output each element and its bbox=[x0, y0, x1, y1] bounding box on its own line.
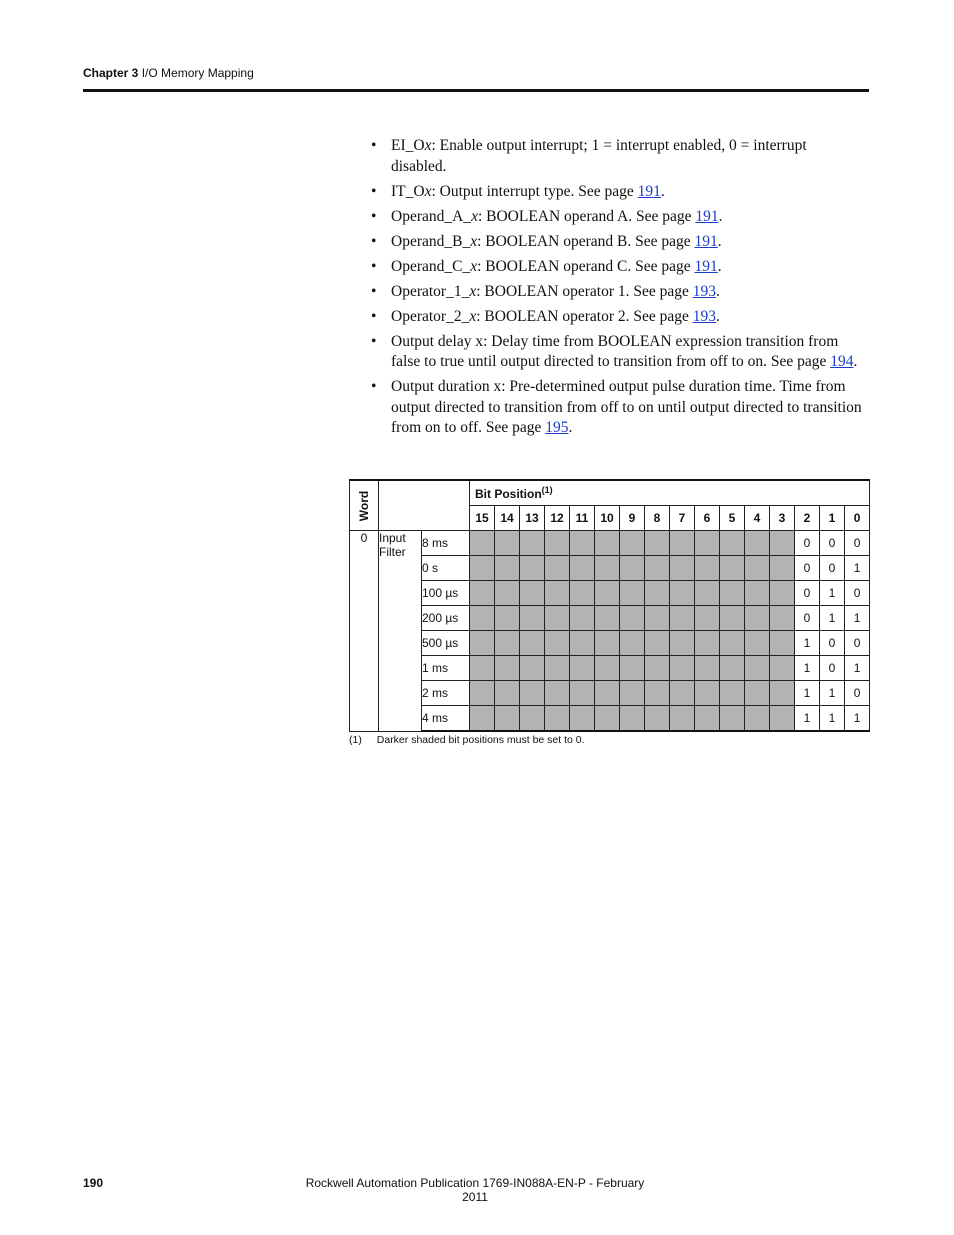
bit-number-header: 6 bbox=[695, 506, 720, 531]
shaded-bit-cell bbox=[695, 581, 720, 606]
table-row bbox=[350, 656, 870, 681]
bit-value-cell: 0 bbox=[845, 581, 870, 606]
bit-value-cell: 0 bbox=[820, 631, 845, 656]
shaded-bit-cell bbox=[720, 556, 745, 581]
shaded-bit-cell bbox=[595, 581, 620, 606]
shaded-bit-cell bbox=[470, 531, 495, 556]
bit-value-cell: 1 bbox=[845, 706, 870, 732]
bit-number-header: 1 bbox=[820, 506, 845, 531]
bullet-end: . bbox=[660, 182, 665, 200]
bit-value-cell: 0 bbox=[795, 556, 820, 581]
shaded-bit-cell bbox=[745, 681, 770, 706]
bit-value-cell: 0 bbox=[795, 531, 820, 556]
shaded-bit-cell bbox=[770, 581, 795, 606]
bullet-variable: x bbox=[470, 232, 478, 250]
bit-number-header: 4 bbox=[745, 506, 770, 531]
bullet-variable: x bbox=[424, 137, 432, 154]
shaded-bit-cell bbox=[595, 631, 620, 656]
shaded-bit-cell bbox=[495, 531, 520, 556]
bit-value-cell: 1 bbox=[820, 706, 845, 732]
shaded-bit-cell bbox=[720, 706, 745, 732]
shaded-bit-cell bbox=[495, 606, 520, 631]
page-link[interactable]: 191 bbox=[694, 257, 718, 275]
shaded-bit-cell bbox=[645, 631, 670, 656]
bullet-text: : BOOLEAN operand B. See page bbox=[477, 232, 695, 250]
bit-number-header: 11 bbox=[570, 506, 595, 531]
page-link[interactable]: 191 bbox=[694, 232, 718, 250]
shaded-bit-cell bbox=[545, 606, 570, 631]
bit-value-cell: 1 bbox=[845, 556, 870, 581]
bullet-end: . bbox=[568, 419, 573, 436]
shaded-bit-cell bbox=[595, 556, 620, 581]
bit-value-cell: 1 bbox=[845, 606, 870, 631]
shaded-bit-cell bbox=[720, 606, 745, 631]
shaded-bit-cell bbox=[670, 556, 695, 581]
shaded-bit-cell bbox=[670, 656, 695, 681]
bullet-end: . bbox=[717, 257, 722, 275]
shaded-bit-cell bbox=[570, 706, 595, 732]
shaded-bit-cell bbox=[570, 606, 595, 631]
bullet-end: . bbox=[716, 282, 720, 300]
option-column-header bbox=[422, 480, 470, 531]
bullet-term: Operand_C_ bbox=[391, 257, 471, 275]
bit-value-cell: 1 bbox=[795, 631, 820, 656]
shaded-bit-cell bbox=[670, 631, 695, 656]
bullet-text: : BOOLEAN operator 1. See page bbox=[476, 282, 693, 300]
shaded-bit-cell bbox=[745, 531, 770, 556]
bit-value-cell: 0 bbox=[845, 631, 870, 656]
bit-value-cell: 1 bbox=[820, 606, 845, 631]
bullet-item bbox=[371, 207, 866, 228]
bullet-text: : Pre-determined output pulse duration time. Time from output directed to transition from off to on until output directed to transition from on to off. See page bbox=[391, 378, 862, 436]
shaded-bit-cell bbox=[645, 581, 670, 606]
shaded-bit-cell bbox=[520, 531, 545, 556]
bullet-item bbox=[371, 377, 866, 439]
table-row bbox=[350, 581, 870, 606]
shaded-bit-cell bbox=[620, 556, 645, 581]
bit-position-header: Bit Position$^{(1)}$ bbox=[470, 480, 870, 506]
bullet-end: . bbox=[718, 207, 723, 225]
running-header bbox=[83, 66, 254, 80]
shaded-bit-cell bbox=[545, 631, 570, 656]
bit-number-header: 5 bbox=[720, 506, 745, 531]
shaded-bit-cell bbox=[470, 606, 495, 631]
table-footnote bbox=[349, 734, 585, 746]
shaded-bit-cell bbox=[495, 556, 520, 581]
shaded-bit-cell bbox=[695, 631, 720, 656]
shaded-bit-cell bbox=[695, 531, 720, 556]
bullet-item bbox=[371, 136, 866, 177]
shaded-bit-cell bbox=[595, 606, 620, 631]
bullet-text: : Output interrupt type. See page bbox=[431, 182, 638, 200]
shaded-bit-cell bbox=[495, 631, 520, 656]
shaded-bit-cell bbox=[545, 556, 570, 581]
shaded-bit-cell bbox=[745, 606, 770, 631]
chapter-title: I/O Memory Mapping bbox=[141, 66, 254, 80]
shaded-bit-cell bbox=[620, 656, 645, 681]
page-link[interactable]: 191 bbox=[637, 182, 661, 200]
table-row bbox=[350, 531, 870, 556]
bullet-term: Output duration x bbox=[391, 378, 502, 395]
bit-number-header: 10 bbox=[595, 506, 620, 531]
word-value: 0 bbox=[350, 531, 379, 732]
table-row bbox=[350, 556, 870, 581]
shaded-bit-cell bbox=[720, 656, 745, 681]
filter-option: 1 ms bbox=[422, 656, 470, 681]
table-row bbox=[350, 706, 870, 732]
filter-option: 200 µs bbox=[422, 606, 470, 631]
shaded-bit-cell bbox=[645, 706, 670, 732]
bullet-item bbox=[371, 257, 866, 278]
shaded-bit-cell bbox=[620, 706, 645, 732]
bullet-item bbox=[371, 307, 866, 328]
shaded-bit-cell bbox=[620, 606, 645, 631]
shaded-bit-cell bbox=[595, 681, 620, 706]
bit-value-cell: 0 bbox=[845, 681, 870, 706]
shaded-bit-cell bbox=[545, 681, 570, 706]
shaded-bit-cell bbox=[545, 706, 570, 732]
bit-value-cell: 0 bbox=[820, 531, 845, 556]
bullet-term: Operand_A_ bbox=[391, 207, 472, 225]
bit-number-header: 12 bbox=[545, 506, 570, 531]
bullet-variable: x bbox=[424, 182, 432, 200]
bullet-text: : BOOLEAN operator 2. See page bbox=[476, 307, 693, 325]
publication-info: Rockwell Automation Publication 1769-IN088A-EN-P - February 2011 bbox=[305, 1176, 645, 1204]
filter-option: 0 s bbox=[422, 556, 470, 581]
bit-value-cell: 1 bbox=[795, 681, 820, 706]
setting-column-header bbox=[379, 480, 422, 531]
shaded-bit-cell bbox=[695, 706, 720, 732]
shaded-bit-cell bbox=[495, 581, 520, 606]
bit-number-header: 14 bbox=[495, 506, 520, 531]
shaded-bit-cell bbox=[695, 656, 720, 681]
shaded-bit-cell bbox=[770, 656, 795, 681]
bullet-text: : Delay time from BOOLEAN expression transition from false to true until output directed to transition from off to on. See page bbox=[391, 332, 839, 370]
bit-number-header: 7 bbox=[670, 506, 695, 531]
shaded-bit-cell bbox=[520, 556, 545, 581]
bullet-variable: x bbox=[471, 207, 478, 225]
shaded-bit-cell bbox=[520, 581, 545, 606]
bit-value-cell: 0 bbox=[795, 606, 820, 631]
setting-label: Input Filter bbox=[379, 531, 422, 732]
bit-value-cell: 0 bbox=[795, 581, 820, 606]
shaded-bit-cell bbox=[495, 656, 520, 681]
shaded-bit-cell bbox=[745, 706, 770, 732]
bullet-end: . bbox=[716, 307, 720, 325]
page-link[interactable]: 194 bbox=[830, 353, 854, 370]
shaded-bit-cell bbox=[745, 656, 770, 681]
page-link[interactable]: 193 bbox=[692, 307, 716, 325]
shaded-bit-cell bbox=[570, 531, 595, 556]
shaded-bit-cell bbox=[470, 706, 495, 732]
bullet-end: . bbox=[717, 232, 722, 250]
bit-value-cell: 0 bbox=[820, 556, 845, 581]
table-row bbox=[350, 631, 870, 656]
shaded-bit-cell bbox=[695, 556, 720, 581]
bit-number-header: 8 bbox=[645, 506, 670, 531]
bullet-text: : BOOLEAN operand A. See page bbox=[477, 207, 696, 225]
bit-number-header: 9 bbox=[620, 506, 645, 531]
shaded-bit-cell bbox=[545, 581, 570, 606]
bit-number-header: 2 bbox=[795, 506, 820, 531]
bullet-term: Operator_2_ bbox=[391, 307, 470, 325]
shaded-bit-cell bbox=[495, 706, 520, 732]
bit-number-header: 3 bbox=[770, 506, 795, 531]
shaded-bit-cell bbox=[720, 631, 745, 656]
bullet-variable: x bbox=[469, 307, 477, 325]
bullet-term: EI_O bbox=[391, 137, 425, 154]
shaded-bit-cell bbox=[770, 706, 795, 732]
shaded-bit-cell bbox=[520, 606, 545, 631]
bullet-term: IT_O bbox=[391, 182, 425, 200]
shaded-bit-cell bbox=[670, 606, 695, 631]
filter-option: 8 ms bbox=[422, 531, 470, 556]
shaded-bit-cell bbox=[470, 581, 495, 606]
shaded-bit-cell bbox=[670, 681, 695, 706]
bullet-variable: x bbox=[469, 282, 477, 300]
shaded-bit-cell bbox=[520, 631, 545, 656]
shaded-bit-cell bbox=[595, 531, 620, 556]
shaded-bit-cell bbox=[520, 681, 545, 706]
bit-value-cell: 1 bbox=[795, 656, 820, 681]
bit-value-cell: 1 bbox=[820, 681, 845, 706]
shaded-bit-cell bbox=[670, 581, 695, 606]
shaded-bit-cell bbox=[620, 681, 645, 706]
word-column-header: Word bbox=[350, 480, 379, 531]
footnote-number: (1) bbox=[349, 734, 362, 746]
footnote-text: Darker shaded bit positions must be set to 0. bbox=[376, 734, 585, 746]
bullet-term: Operand_B_ bbox=[391, 232, 471, 250]
shaded-bit-cell bbox=[470, 681, 495, 706]
shaded-bit-cell bbox=[520, 706, 545, 732]
shaded-bit-cell bbox=[570, 681, 595, 706]
shaded-bit-cell bbox=[670, 531, 695, 556]
bit-value-cell: 1 bbox=[795, 706, 820, 732]
shaded-bit-cell bbox=[720, 681, 745, 706]
page-number: 190 bbox=[83, 1176, 104, 1190]
shaded-bit-cell bbox=[570, 631, 595, 656]
filter-option: 4 ms bbox=[422, 706, 470, 732]
shaded-bit-cell bbox=[470, 631, 495, 656]
shaded-bit-cell bbox=[670, 706, 695, 732]
filter-option: 500 µs bbox=[422, 631, 470, 656]
bit-value-cell: 1 bbox=[845, 656, 870, 681]
shaded-bit-cell bbox=[620, 631, 645, 656]
bullet-term: Operator_1_ bbox=[391, 282, 470, 300]
bit-number-header: 13 bbox=[520, 506, 545, 531]
shaded-bit-cell bbox=[570, 656, 595, 681]
shaded-bit-cell bbox=[645, 606, 670, 631]
shaded-bit-cell bbox=[695, 606, 720, 631]
bullet-term: Output delay x bbox=[391, 332, 484, 350]
shaded-bit-cell bbox=[645, 531, 670, 556]
shaded-bit-cell bbox=[770, 531, 795, 556]
page-link[interactable]: 191 bbox=[695, 207, 719, 225]
shaded-bit-cell bbox=[520, 656, 545, 681]
bullet-list bbox=[371, 136, 866, 443]
page-link[interactable]: 195 bbox=[545, 419, 569, 436]
shaded-bit-cell bbox=[720, 581, 745, 606]
shaded-bit-cell bbox=[620, 581, 645, 606]
shaded-bit-cell bbox=[745, 631, 770, 656]
shaded-bit-cell bbox=[770, 631, 795, 656]
shaded-bit-cell bbox=[745, 581, 770, 606]
shaded-bit-cell bbox=[720, 531, 745, 556]
bit-number-header: 0 bbox=[845, 506, 870, 531]
shaded-bit-cell bbox=[595, 656, 620, 681]
shaded-bit-cell bbox=[620, 531, 645, 556]
shaded-bit-cell bbox=[770, 556, 795, 581]
bullet-item bbox=[371, 332, 866, 373]
shaded-bit-cell bbox=[595, 706, 620, 732]
bit-value-cell: 0 bbox=[845, 531, 870, 556]
table-row bbox=[350, 681, 870, 706]
page-link[interactable]: 193 bbox=[692, 282, 716, 300]
filter-option: 100 µs bbox=[422, 581, 470, 606]
shaded-bit-cell bbox=[570, 581, 595, 606]
shaded-bit-cell bbox=[745, 556, 770, 581]
bullet-text: : Enable output interrupt; 1 = interrupt enabled, 0 = interrupt disabled. bbox=[391, 137, 807, 175]
shaded-bit-cell bbox=[470, 556, 495, 581]
shaded-bit-cell bbox=[645, 556, 670, 581]
bullet-item bbox=[371, 182, 866, 203]
bit-value-cell: 0 bbox=[820, 656, 845, 681]
filter-option: 2 ms bbox=[422, 681, 470, 706]
shaded-bit-cell bbox=[545, 656, 570, 681]
shaded-bit-cell bbox=[470, 656, 495, 681]
shaded-bit-cell bbox=[645, 656, 670, 681]
bit-number-header: 15 bbox=[470, 506, 495, 531]
bit-value-cell: 1 bbox=[820, 581, 845, 606]
shaded-bit-cell bbox=[495, 681, 520, 706]
bit-position-table bbox=[349, 479, 870, 732]
header-rule bbox=[83, 89, 869, 92]
shaded-bit-cell bbox=[770, 606, 795, 631]
shaded-bit-cell bbox=[645, 681, 670, 706]
table-row bbox=[350, 606, 870, 631]
bullet-item bbox=[371, 232, 866, 253]
bullet-text: : BOOLEAN operand C. See page bbox=[477, 257, 695, 275]
shaded-bit-cell bbox=[695, 681, 720, 706]
chapter-label: Chapter 3 bbox=[83, 66, 139, 80]
shaded-bit-cell bbox=[570, 556, 595, 581]
footnote-ref: (1) bbox=[541, 485, 553, 495]
shaded-bit-cell bbox=[545, 531, 570, 556]
shaded-bit-cell bbox=[770, 681, 795, 706]
bullet-item bbox=[371, 282, 866, 303]
bullet-end: . bbox=[853, 353, 858, 370]
bullet-variable: x bbox=[470, 257, 478, 275]
